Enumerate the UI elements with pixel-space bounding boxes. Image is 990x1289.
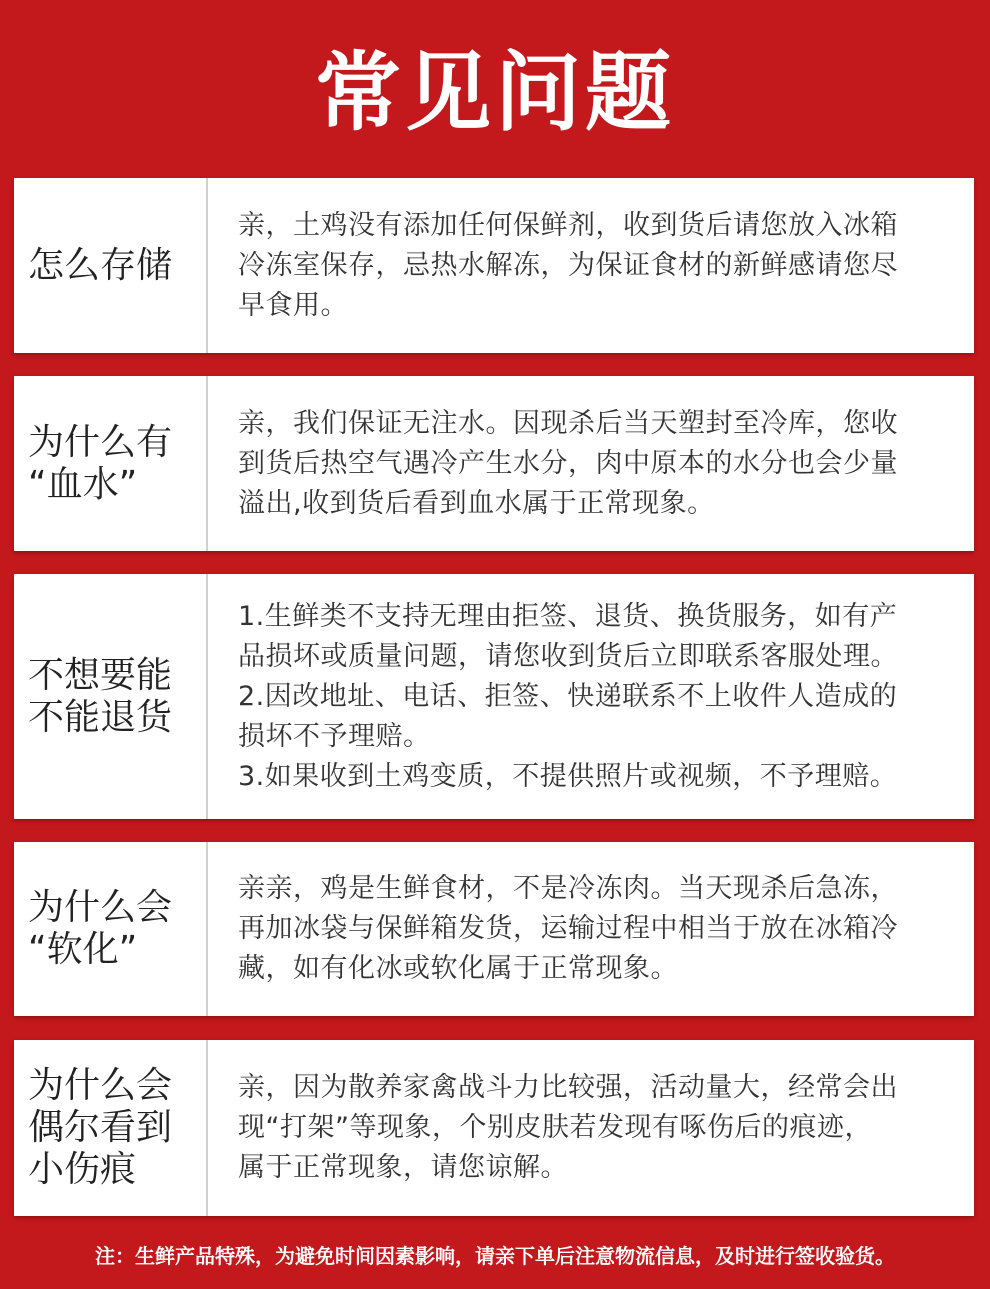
faq-answer-cell xyxy=(208,574,974,819)
faq-question: 为什么会 “软化” xyxy=(28,887,173,970)
page-title: 常见问题 xyxy=(315,43,675,143)
faq-card-scratches xyxy=(14,1040,974,1216)
faq-card-return xyxy=(14,574,974,819)
faq-question-cell xyxy=(14,178,208,353)
faq-question: 怎么存储 xyxy=(28,244,173,286)
faq-answer-cell xyxy=(208,842,974,1016)
faq-answer: 亲亲，鸡是生鲜食材，不是冷冻肉。当天现杀后急冻， 再加冰袋与保鲜箱发货，运输过程中相当于放在冰箱冷 藏，如有化冰或软化属于正常现象。 xyxy=(238,873,898,984)
faq-question-cell xyxy=(14,574,208,819)
faq-answer: 亲，土鸡没有添加任何保鲜剂，收到货后请您放入冰箱 冷冻室保存，忌热水解冻，为保证食材的新鲜感请您尽 早食用。 xyxy=(238,209,898,321)
faq-answer-cell xyxy=(208,178,974,353)
faq-answer-cell xyxy=(208,376,974,551)
faq-card-softening xyxy=(14,842,974,1016)
faq-card-blood-water xyxy=(14,376,974,551)
faq-question: 为什么有 “血水” xyxy=(28,421,173,505)
faq-question-cell xyxy=(14,842,208,1016)
faq-question: 为什么会 偶尔看到 小伤痕 xyxy=(28,1065,173,1190)
faq-answer-cell xyxy=(208,1040,974,1216)
faq-answer: 亲，因为散养家禽战斗力比较强，活动量大，经常会出 现“打架”等现象，个别皮肤若发现有啄伤后的痕迹， 属于正常现象，请您谅解。 xyxy=(238,1072,898,1183)
faq-question-cell xyxy=(14,376,208,551)
faq-answer: 亲，我们保证无注水。因现杀后当天塑封至冷库，您收 到货后热空气遇冷产生水分，肉中原本的水分也会少量 溢出,收到货后看到血水属于正常现象。 xyxy=(238,407,898,519)
footer-note: 注：生鲜产品特殊，为避免时间因素影响，请亲下单后注意物流信息，及时进行签收验货。 xyxy=(95,1244,895,1268)
faq-card-storage xyxy=(14,178,974,353)
faq-question: 不想要能 不能退货 xyxy=(28,654,173,738)
faq-answer: 1.生鲜类不支持无理由拒签、退货、换货服务，如有产 品损坏或质量问题，请您收到货后立即联系客服处理。 2.因改地址、电话、拒签、快递联系不上收件人造成的 损坏不予理赔。 3.如果收到土鸡变质，不提供照片或视频，不予理赔。 xyxy=(238,600,898,792)
faq-question-cell xyxy=(14,1040,208,1216)
